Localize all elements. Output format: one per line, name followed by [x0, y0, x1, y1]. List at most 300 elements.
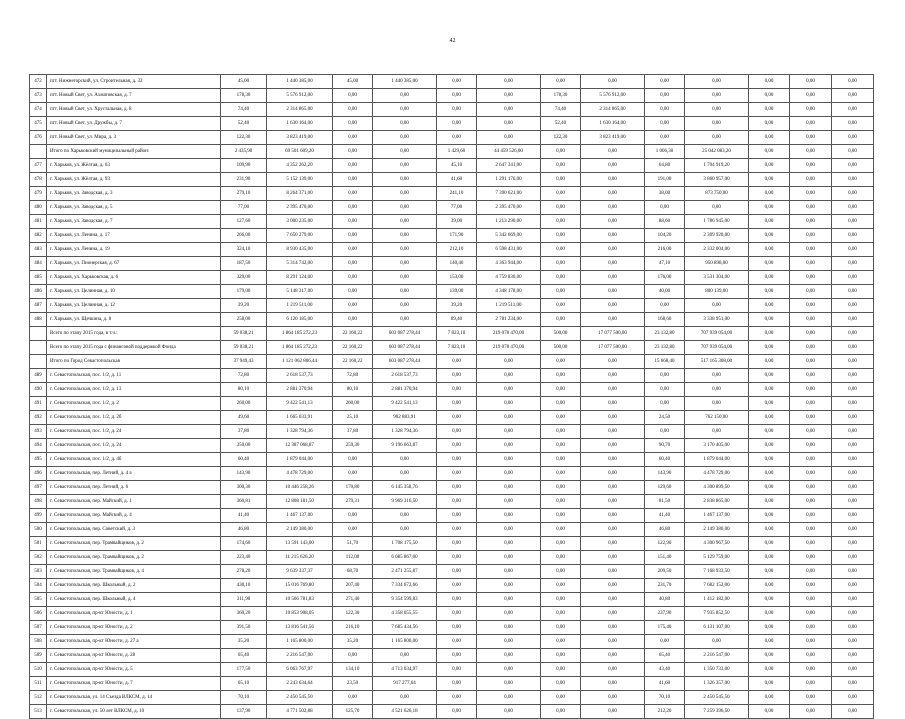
value-cell: 438,10	[221, 579, 267, 593]
value-cell: 39,20	[221, 299, 267, 313]
value-cell: 0,00	[832, 495, 874, 509]
value-cell: 207,40	[333, 579, 373, 593]
value-cell: 0,00	[373, 201, 437, 215]
value-cell: 0,00	[790, 243, 832, 257]
table-row	[30, 299, 874, 313]
address-cell: г. Севастопольская, пр-кт Юности, д. 1	[47, 607, 221, 621]
value-cell: 10 853 908,05	[267, 607, 333, 621]
value-cell: 0,00	[832, 243, 874, 257]
value-cell: 231,90	[221, 173, 267, 187]
value-cell: 4 348 178,00	[477, 285, 541, 299]
value-cell: 0,00	[832, 271, 874, 285]
value-cell: 0,00	[645, 103, 685, 117]
value-cell: 0,00	[541, 215, 581, 229]
value-cell: 0,00	[437, 663, 477, 677]
value-cell: 2 881 370,94	[267, 383, 333, 397]
value-cell: 0,00	[477, 663, 541, 677]
row-number-cell: 472	[30, 75, 47, 89]
value-cell: 10 446 258,26	[267, 481, 333, 495]
value-cell: 0,00	[790, 215, 832, 229]
value-cell: 0,00	[437, 355, 477, 369]
value-cell: 324,10	[221, 243, 267, 257]
address-cell: г. Харьков, ул. Ленина, д. 19	[47, 243, 221, 257]
value-cell: 3 823 419,00	[267, 131, 333, 145]
value-cell: 0,00	[832, 705, 874, 719]
value-cell: 5 576 912,00	[581, 89, 645, 103]
value-cell: 104,20	[645, 229, 685, 243]
value-cell: 69 501 609,20	[267, 145, 333, 159]
value-cell: 0,00	[749, 201, 790, 215]
value-cell: 279,10	[221, 187, 267, 201]
value-cell: 0,00	[477, 593, 541, 607]
value-cell: 0,00	[749, 271, 790, 285]
value-cell: 2 314 865,00	[581, 103, 645, 117]
value-cell: 0,00	[749, 509, 790, 523]
value-cell: 177,50	[221, 663, 267, 677]
value-cell: 23,50	[333, 677, 373, 691]
value-cell: 1 440 385,00	[373, 75, 437, 89]
value-cell: 260,00	[221, 397, 267, 411]
value-cell: 0,00	[373, 103, 437, 117]
value-cell: 271,40	[333, 593, 373, 607]
value-cell: 2 149 380,00	[267, 523, 333, 537]
value-cell: 64,80	[645, 159, 685, 173]
value-cell: 0,00	[333, 215, 373, 229]
value-cell: 0,00	[790, 229, 832, 243]
value-cell: 0,00	[373, 243, 437, 257]
value-cell: 259,30	[333, 439, 373, 453]
value-cell: 77,00	[221, 201, 267, 215]
value-cell: 0,00	[790, 173, 832, 187]
address-cell: г. Севастопольская, пр-кт Юности, д. 2	[47, 621, 221, 635]
value-cell: 0,00	[790, 285, 832, 299]
value-cell: 0,00	[333, 131, 373, 145]
table-row	[30, 705, 874, 719]
value-cell: 0,00	[749, 551, 790, 565]
value-cell: 0,00	[832, 439, 874, 453]
value-cell: 0,00	[437, 467, 477, 481]
address-cell: пгт. Нижнегорский, ул. Строительная, д. 32	[47, 75, 221, 89]
value-cell: 0,00	[790, 453, 832, 467]
table-row	[30, 383, 874, 397]
value-cell: 0,00	[832, 327, 874, 341]
value-cell: 174,60	[221, 537, 267, 551]
value-cell: 1 879 044,00	[267, 453, 333, 467]
value-cell: 7 685 434,56	[373, 621, 437, 635]
value-cell: 45,00	[221, 75, 267, 89]
value-cell: 6 063 767,97	[267, 663, 333, 677]
value-cell: 0,00	[541, 621, 581, 635]
value-cell: 7 168 933,50	[685, 565, 749, 579]
value-cell: 0,00	[832, 635, 874, 649]
value-cell: 1 006,30	[645, 145, 685, 159]
value-cell: 0,00	[645, 75, 685, 89]
value-cell: 60,40	[645, 453, 685, 467]
value-cell: 8 930 435,00	[267, 243, 333, 257]
address-cell: г. Харьков, ул. Жёлтая, д. 63	[47, 159, 221, 173]
value-cell: 191,00	[645, 173, 685, 187]
value-cell: 0,00	[333, 117, 373, 131]
value-cell: 0,00	[749, 159, 790, 173]
value-cell: 0,00	[832, 369, 874, 383]
value-cell: 0,00	[541, 271, 581, 285]
value-cell: 278,20	[221, 565, 267, 579]
value-cell: 80,10	[333, 383, 373, 397]
value-cell: 0,00	[541, 537, 581, 551]
value-cell: 3 860 957,00	[685, 173, 749, 187]
value-cell: 0,00	[437, 117, 477, 131]
value-cell: 0,00	[541, 75, 581, 89]
value-cell: 0,00	[790, 439, 832, 453]
value-cell: 17 077 500,00	[581, 327, 645, 341]
value-cell: 39,00	[437, 215, 477, 229]
value-cell: 0,00	[477, 495, 541, 509]
table-row	[30, 495, 874, 509]
value-cell: 0,00	[790, 481, 832, 495]
value-cell: 603 087 278,44	[373, 355, 437, 369]
value-cell: 0,00	[373, 117, 437, 131]
address-cell: г. Севастопольская, пр-кт Юности, д. 27 а	[47, 635, 221, 649]
value-cell: 3 531 304,00	[685, 271, 749, 285]
value-cell: 0,00	[477, 705, 541, 719]
value-cell: 143,90	[645, 467, 685, 481]
value-cell: 5 129 759,00	[685, 551, 749, 565]
value-cell: 59 038,21	[221, 341, 267, 355]
value-cell: 1 440 385,00	[267, 75, 333, 89]
value-cell: 0,00	[790, 201, 832, 215]
value-cell: 950 898,00	[685, 257, 749, 271]
value-cell: 0,00	[645, 201, 685, 215]
value-cell: 0,00	[333, 243, 373, 257]
address-cell: г. Севастопольская, ул. 14 Съезда ВЛКСМ, д. 14	[47, 691, 221, 705]
address-cell: г. Севастопольская, пос. 1/2, д. 2б	[47, 411, 221, 425]
value-cell: 0,00	[832, 663, 874, 677]
value-cell: 3 000 235,00	[267, 215, 333, 229]
table-row	[30, 187, 874, 201]
value-cell: 216,10	[333, 621, 373, 635]
value-cell: 0,00	[333, 271, 373, 285]
value-cell: 0,00	[790, 159, 832, 173]
value-cell: 0,00	[749, 425, 790, 439]
value-cell: 122,30	[541, 131, 581, 145]
value-cell: 0,00	[437, 439, 477, 453]
value-cell: 0,00	[645, 369, 685, 383]
value-cell: 0,00	[581, 201, 645, 215]
row-number-cell: 493	[30, 425, 47, 439]
value-cell: 4 300 967,50	[685, 537, 749, 551]
value-cell: 43,40	[645, 663, 685, 677]
value-cell: 122,30	[221, 131, 267, 145]
table-body	[30, 75, 874, 719]
value-cell: 7 935 852,50	[685, 607, 749, 621]
value-cell: 0,00	[477, 103, 541, 117]
value-cell: 1 165 800,00	[373, 635, 437, 649]
value-cell: 0,00	[645, 397, 685, 411]
value-cell: 112,00	[333, 551, 373, 565]
value-cell: 0,00	[832, 215, 874, 229]
row-number-cell: 507	[30, 621, 47, 635]
address-cell: пгт. Новый Свет, ул. Дружбы, д. 7	[47, 117, 221, 131]
value-cell: 45,00	[333, 75, 373, 89]
value-cell: 6 598 431,00	[477, 243, 541, 257]
value-cell: 8 264 371,00	[267, 187, 333, 201]
value-cell: 0,00	[645, 131, 685, 145]
value-cell: 143,90	[221, 467, 267, 481]
value-cell: 1 328 794,36	[373, 425, 437, 439]
value-cell: 0,00	[477, 635, 541, 649]
value-cell: 0,00	[477, 579, 541, 593]
value-cell: 1 213 290,00	[477, 215, 541, 229]
value-cell: 2 781 234,00	[477, 313, 541, 327]
value-cell: 0,00	[541, 299, 581, 313]
value-cell: 0,00	[832, 397, 874, 411]
value-cell: 873 750,00	[685, 187, 749, 201]
value-cell: 2 618 537,73	[267, 369, 333, 383]
value-cell: 0,00	[477, 355, 541, 369]
value-cell: 0,00	[685, 397, 749, 411]
value-cell: 0,00	[541, 355, 581, 369]
page-number: 42	[449, 38, 456, 44]
value-cell: 9 639 337,37	[267, 565, 333, 579]
value-cell: 0,00	[581, 215, 645, 229]
value-cell: 129,60	[645, 481, 685, 495]
value-cell: 168,60	[645, 313, 685, 327]
value-cell: 0,00	[790, 677, 832, 691]
value-cell: 5 152 139,00	[267, 173, 333, 187]
value-cell: 260,00	[333, 397, 373, 411]
value-cell: 0,00	[581, 299, 645, 313]
row-number-cell: 487	[30, 299, 47, 313]
value-cell: 1 467 137,00	[267, 509, 333, 523]
value-cell: 0,00	[790, 467, 832, 481]
value-cell: 0,00	[437, 621, 477, 635]
value-cell: 22 160,22	[333, 327, 373, 341]
address-cell: г. Севастопольская, пр-кт Юности, д. 28	[47, 649, 221, 663]
value-cell: 0,00	[790, 327, 832, 341]
value-cell: 9 422 541,13	[373, 397, 437, 411]
value-cell: 1 630 164,00	[581, 117, 645, 131]
value-cell: 0,00	[749, 215, 790, 229]
value-cell: 25 042 083,20	[685, 145, 749, 159]
value-cell: 212,10	[437, 243, 477, 257]
value-cell: 0,00	[749, 173, 790, 187]
value-cell: 4 713 034,97	[373, 663, 437, 677]
value-cell: 51,70	[333, 537, 373, 551]
value-cell: 0,00	[645, 299, 685, 313]
value-cell: 0,00	[790, 383, 832, 397]
value-cell: 0,00	[541, 593, 581, 607]
value-cell: 0,00	[437, 453, 477, 467]
value-cell: 37,80	[221, 425, 267, 439]
value-cell: 0,00	[832, 649, 874, 663]
table-row	[30, 593, 874, 607]
value-cell: 0,00	[437, 579, 477, 593]
address-cell: г. Севастопольская, пер. Майский, д. 4	[47, 509, 221, 523]
value-cell: 74,40	[541, 103, 581, 117]
value-cell: 0,00	[581, 537, 645, 551]
value-cell: 0,00	[832, 75, 874, 89]
value-cell: 0,00	[477, 89, 541, 103]
value-cell: 350,00	[221, 439, 267, 453]
value-cell: 4 478 729,00	[685, 467, 749, 481]
row-number-cell: 477	[30, 159, 47, 173]
value-cell: 360,81	[221, 495, 267, 509]
value-cell: 12 808 181,50	[267, 495, 333, 509]
table-row	[30, 145, 874, 159]
table-row	[30, 243, 874, 257]
value-cell: 37,80	[333, 425, 373, 439]
value-cell: 4 521 626,18	[373, 705, 437, 719]
value-cell: 127,60	[221, 215, 267, 229]
value-cell: 0,00	[685, 425, 749, 439]
value-cell: 0,00	[749, 439, 790, 453]
value-cell: 0,00	[541, 229, 581, 243]
value-cell: 0,00	[581, 691, 645, 705]
value-cell: 1 429,60	[437, 145, 477, 159]
value-cell: 0,00	[832, 341, 874, 355]
value-cell: 0,00	[437, 89, 477, 103]
value-cell: 65,10	[221, 677, 267, 691]
value-cell: 0,00	[790, 145, 832, 159]
row-number-cell: 512	[30, 691, 47, 705]
value-cell: 0,00	[749, 131, 790, 145]
value-cell: 0,00	[790, 649, 832, 663]
row-number-cell: 510	[30, 663, 47, 677]
value-cell: 7 259 396,50	[685, 705, 749, 719]
row-number-cell: 495	[30, 453, 47, 467]
value-cell: 2 435,90	[221, 145, 267, 159]
value-cell: 0,00	[832, 201, 874, 215]
value-cell: 0,00	[581, 369, 645, 383]
value-cell: 0,00	[790, 635, 832, 649]
value-cell: 0,00	[437, 705, 477, 719]
address-cell: г. Севастопольская, пр-кт Юности, д. 7	[47, 677, 221, 691]
value-cell: 0,00	[333, 509, 373, 523]
row-number-cell: 484	[30, 257, 47, 271]
value-cell: 39,20	[437, 299, 477, 313]
value-cell: 0,00	[437, 383, 477, 397]
value-cell: 170,80	[333, 481, 373, 495]
value-cell: 109,90	[221, 159, 267, 173]
value-cell: 134,10	[333, 663, 373, 677]
value-cell: 0,00	[333, 159, 373, 173]
value-cell: 0,00	[645, 89, 685, 103]
value-cell: 0,00	[541, 411, 581, 425]
value-cell: 0,00	[373, 299, 437, 313]
value-cell: 0,00	[832, 523, 874, 537]
value-cell: 0,00	[477, 677, 541, 691]
value-cell: 0,00	[832, 551, 874, 565]
value-cell: 90,70	[645, 439, 685, 453]
value-cell: 0,00	[790, 705, 832, 719]
address-cell: Всего по этапу 2015 года, в т.ч.:	[47, 327, 221, 341]
table-row	[30, 173, 874, 187]
value-cell: 0,00	[581, 145, 645, 159]
address-cell: г. Харьков, ул. Целинная, д. 10	[47, 285, 221, 299]
value-cell: 6 131 107,00	[685, 621, 749, 635]
value-cell: 0,00	[749, 257, 790, 271]
table-row	[30, 607, 874, 621]
value-cell: 0,00	[790, 425, 832, 439]
value-cell: 1 291 176,00	[477, 173, 541, 187]
value-cell: 0,00	[541, 201, 581, 215]
value-cell: 0,00	[832, 103, 874, 117]
value-cell: 279,31	[333, 495, 373, 509]
row-number-cell: 476	[30, 131, 47, 145]
row-number-cell: 511	[30, 677, 47, 691]
row-number-cell	[30, 355, 47, 369]
address-cell: г. Харьков, ул. Пионерская, д. 67	[47, 257, 221, 271]
value-cell: 360,20	[221, 607, 267, 621]
address-cell: г. Харьков, ул. Заводская, д. 3	[47, 187, 221, 201]
value-cell: 0,00	[832, 579, 874, 593]
value-cell: 231,70	[645, 579, 685, 593]
value-cell: 40,00	[645, 285, 685, 299]
value-cell: 0,00	[790, 411, 832, 425]
address-cell: г. Харьков, ул. Щечкина, д. 8	[47, 313, 221, 327]
value-cell: 0,00	[581, 663, 645, 677]
value-cell: 4 300 899,50	[685, 481, 749, 495]
table-row	[30, 621, 874, 635]
value-cell: 2 618 537,73	[373, 369, 437, 383]
value-cell: 0,00	[373, 509, 437, 523]
value-cell: 0,00	[541, 187, 581, 201]
value-cell: 0,00	[581, 397, 645, 411]
value-cell: 0,00	[749, 299, 790, 313]
table-row	[30, 215, 874, 229]
value-cell: 1 412 182,00	[685, 593, 749, 607]
table-row	[30, 271, 874, 285]
value-cell: 6 145 358,76	[373, 481, 437, 495]
table-row	[30, 579, 874, 593]
value-cell: 2 149 380,00	[685, 523, 749, 537]
value-cell: 0,00	[832, 607, 874, 621]
value-cell: 9 969 316,50	[373, 495, 437, 509]
value-cell: 176,00	[645, 271, 685, 285]
value-cell: 0,00	[685, 369, 749, 383]
value-cell: 0,00	[373, 187, 437, 201]
address-cell: Итого по Город Севастопольская	[47, 355, 221, 369]
value-cell: 0,00	[541, 495, 581, 509]
value-cell: 153,00	[437, 271, 477, 285]
value-cell: 65,40	[221, 649, 267, 663]
value-cell: 0,00	[437, 649, 477, 663]
value-cell: 5 342 669,00	[477, 229, 541, 243]
value-cell: 0,00	[437, 565, 477, 579]
row-number-cell: 474	[30, 103, 47, 117]
value-cell: 49,60	[221, 411, 267, 425]
value-cell: 0,00	[581, 593, 645, 607]
value-cell: 0,00	[832, 593, 874, 607]
address-cell: г. Севастопольская, пер. Трамвайщиков, д. 4	[47, 565, 221, 579]
row-number-cell: 483	[30, 243, 47, 257]
value-cell: 0,00	[477, 411, 541, 425]
value-cell: 0,00	[832, 159, 874, 173]
address-cell: г. Севастопольская, пер. Школьный, д. 2	[47, 579, 221, 593]
value-cell: 0,00	[373, 467, 437, 481]
address-cell: г. Севастопольская, пер. Школьный, д. 4	[47, 593, 221, 607]
value-cell: 0,00	[790, 299, 832, 313]
value-cell: 0,00	[437, 131, 477, 145]
value-cell: 216,00	[645, 243, 685, 257]
value-cell: 0,00	[749, 523, 790, 537]
value-cell: 0,00	[581, 285, 645, 299]
value-cell: 0,00	[581, 411, 645, 425]
value-cell: 2 838 865,00	[685, 495, 749, 509]
value-cell: 0,00	[581, 621, 645, 635]
value-cell: 0,00	[477, 607, 541, 621]
value-cell: 122,90	[645, 537, 685, 551]
